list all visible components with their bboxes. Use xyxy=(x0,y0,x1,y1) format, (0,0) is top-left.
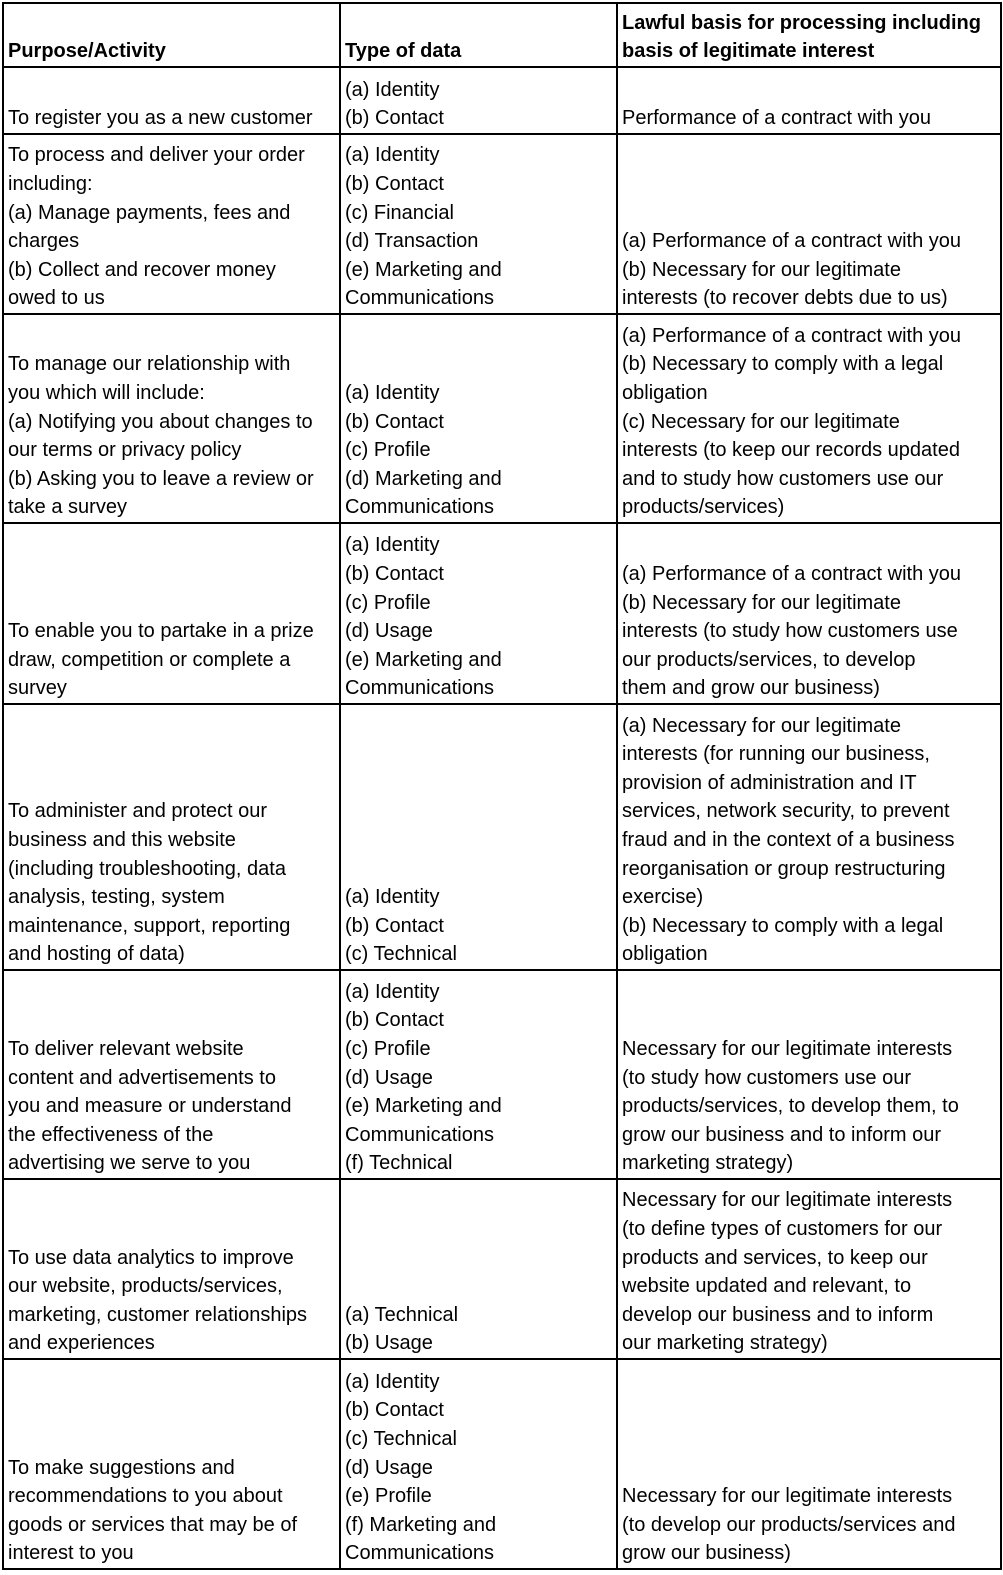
cell-line: (e) Marketing and xyxy=(345,258,502,281)
header-purpose xyxy=(3,3,340,67)
cell-line: (c) Profile xyxy=(345,439,431,462)
cell-line: (a) Identity xyxy=(345,980,440,1003)
cell-purpose xyxy=(3,314,340,523)
cell-line: (to define types of customers for our xyxy=(622,1218,943,1241)
cell-line: products/services) xyxy=(622,496,785,519)
cell-line: obligation xyxy=(622,382,708,405)
cell-line: Communications xyxy=(345,287,494,310)
cell-line: our products/services, to develop xyxy=(622,648,916,671)
cell-line: (a) Identity xyxy=(345,144,440,167)
cell-line: To process and deliver your order xyxy=(8,144,305,167)
cell-lawful-basis xyxy=(617,1359,1001,1569)
cell-line: (c) Necessary for our legitimate xyxy=(622,410,900,433)
cell-line: obligation xyxy=(622,943,708,966)
cell-line: (d) Usage xyxy=(345,1066,433,1089)
cell-line: (to study how customers use our xyxy=(622,1066,912,1089)
cell-line: (d) Transaction xyxy=(345,230,479,253)
cell-line: fraud and in the context of a business xyxy=(622,829,955,852)
cell-line: Communications xyxy=(345,496,494,519)
cell-line: (b) Asking you to leave a review or xyxy=(8,467,314,490)
header-type-of-data xyxy=(340,3,617,67)
cell-line: marketing strategy) xyxy=(622,1152,794,1175)
cell-line: (including troubleshooting, data xyxy=(8,857,286,880)
cell-purpose xyxy=(3,1359,340,1569)
cell-line: Necessary for our legitimate interests xyxy=(622,1485,953,1508)
cell-purpose xyxy=(3,134,340,314)
cell-line: (c) Profile xyxy=(345,591,431,614)
table-row xyxy=(3,1359,1001,1569)
cell-line: (b) Contact xyxy=(345,1399,444,1422)
cell-line: (c) Technical xyxy=(345,1428,457,1451)
cell-line: you and measure or understand xyxy=(8,1095,292,1118)
cell-line: Necessary for our legitimate interests xyxy=(622,1038,953,1061)
cell-line: maintenance, support, reporting xyxy=(8,914,291,937)
cell-line: (d) Marketing and xyxy=(345,467,502,490)
cell-line: To deliver relevant website xyxy=(8,1038,244,1061)
cell-line: (a) Identity xyxy=(345,382,440,405)
cell-line: products and services, to keep our xyxy=(622,1246,928,1269)
cell-type-of-data xyxy=(340,314,617,523)
cell-line: To make suggestions and xyxy=(8,1456,235,1479)
cell-lawful-basis xyxy=(617,67,1001,134)
cell-line: grow our business) xyxy=(622,1542,791,1565)
cell-line: content and advertisements to xyxy=(8,1066,276,1089)
table-row xyxy=(3,704,1001,970)
table-body xyxy=(3,67,1001,1569)
cell-line: our marketing strategy) xyxy=(622,1332,828,1355)
table-row xyxy=(3,970,1001,1179)
cell-purpose xyxy=(3,970,340,1179)
cell-line: (b) Usage xyxy=(345,1332,433,1355)
cell-lawful-basis xyxy=(617,970,1001,1179)
table-row xyxy=(3,314,1001,523)
cell-type-of-data xyxy=(340,523,617,704)
cell-line: To register you as a new customer xyxy=(8,107,313,130)
cell-line: (b) Contact xyxy=(345,563,444,586)
cell-line: (a) Identity xyxy=(345,78,440,101)
cell-line: interests (to recover debts due to us) xyxy=(622,287,948,310)
cell-line: take a survey xyxy=(8,496,127,519)
cell-line: To administer and protect our xyxy=(8,800,268,823)
cell-purpose xyxy=(3,67,340,134)
cell-line: (b) Contact xyxy=(345,914,444,937)
cell-line: provision of administration and IT xyxy=(622,771,917,794)
cell-line: (b) Necessary to comply with a legal xyxy=(622,353,944,376)
cell-line: Necessary for our legitimate interests xyxy=(622,1189,953,1212)
cell-lawful-basis xyxy=(617,704,1001,970)
header-lawful-basis xyxy=(617,3,1001,67)
cell-line: (b) Contact xyxy=(345,1009,444,1032)
cell-lawful-basis xyxy=(617,134,1001,314)
cell-line: you which will include: xyxy=(8,382,205,405)
cell-line: interest to you xyxy=(8,1542,134,1565)
cell-line: advertising we serve to you xyxy=(8,1152,251,1175)
cell-line: interests (to study how customers use xyxy=(622,620,958,643)
table-row xyxy=(3,134,1001,314)
cell-type-of-data xyxy=(340,1359,617,1569)
cell-line: (to develop our products/services and xyxy=(622,1513,956,1536)
cell-line: analysis, testing, system xyxy=(8,886,225,909)
cell-line: interests (for running our business, xyxy=(622,743,930,766)
cell-line: (c) Financial xyxy=(345,201,454,224)
cell-line: (a) Identity xyxy=(345,886,440,909)
header-row xyxy=(3,3,1001,67)
lawful-basis-table xyxy=(2,2,1002,1570)
cell-line: (b) Contact xyxy=(345,410,444,433)
cell-line: (c) Technical xyxy=(345,943,457,966)
cell-line: goods or services that may be of xyxy=(8,1513,298,1536)
cell-line: grow our business and to inform our xyxy=(622,1123,942,1146)
cell-line: (b) Collect and recover money xyxy=(8,258,276,281)
cell-line: To use data analytics to improve xyxy=(8,1246,294,1269)
cell-line: develop our business and to inform xyxy=(622,1303,934,1326)
cell-line: (e) Marketing and xyxy=(345,648,502,671)
cell-type-of-data xyxy=(340,704,617,970)
cell-purpose xyxy=(3,704,340,970)
cell-line: survey xyxy=(8,677,67,700)
cell-line: (a) Performance of a contract with you xyxy=(622,563,962,586)
cell-line: (a) Identity xyxy=(345,1370,440,1393)
table-row xyxy=(3,1179,1001,1359)
cell-line: Communications xyxy=(345,1123,494,1146)
table-row xyxy=(3,67,1001,134)
cell-line: (a) Necessary for our legitimate xyxy=(622,714,901,737)
cell-line: our website, products/services, xyxy=(8,1275,283,1298)
cell-line: website updated and relevant, to xyxy=(622,1275,912,1298)
cell-line: (a) Manage payments, fees and xyxy=(8,201,291,224)
cell-lawful-basis xyxy=(617,523,1001,704)
cell-line: and hosting of data) xyxy=(8,943,185,966)
cell-line: exercise) xyxy=(622,886,704,909)
cell-line: them and grow our business) xyxy=(622,677,880,700)
cell-lawful-basis xyxy=(617,314,1001,523)
cell-line: (a) Notifying you about changes to xyxy=(8,410,313,433)
cell-purpose xyxy=(3,523,340,704)
cell-line: draw, competition or complete a xyxy=(8,648,291,671)
cell-line: (f) Marketing and xyxy=(345,1513,497,1536)
cell-line: (a) Technical xyxy=(345,1303,459,1326)
cell-type-of-data xyxy=(340,1179,617,1359)
cell-line: charges xyxy=(8,230,80,253)
cell-line: reorganisation or group restructuring xyxy=(622,857,946,880)
cell-type-of-data xyxy=(340,67,617,134)
cell-line: recommendations to you about xyxy=(8,1485,283,1508)
cell-line: To manage our relationship with xyxy=(8,353,291,376)
cell-line: Communications xyxy=(345,1542,494,1565)
cell-line: the effectiveness of the xyxy=(8,1123,214,1146)
cell-line: (b) Contact xyxy=(345,107,444,130)
cell-line: services, network security, to prevent xyxy=(622,800,950,823)
cell-line: and to study how customers use our xyxy=(622,467,944,490)
cell-line: (d) Usage xyxy=(345,1456,433,1479)
header-lawful-basis-line: basis of legitimate interest xyxy=(622,40,875,63)
cell-line: business and this website xyxy=(8,829,236,852)
cell-line: (e) Marketing and xyxy=(345,1095,502,1118)
cell-line: owed to us xyxy=(8,287,105,310)
cell-line: (e) Profile xyxy=(345,1485,432,1508)
cell-line: (b) Necessary for our legitimate xyxy=(622,591,901,614)
cell-line: (b) Contact xyxy=(345,173,444,196)
cell-line: Communications xyxy=(345,677,494,700)
cell-line: (c) Profile xyxy=(345,1038,431,1061)
header-lawful-basis-line: Lawful basis for processing including xyxy=(622,11,981,34)
header-purpose-text: Purpose/Activity xyxy=(8,40,166,63)
cell-line: (f) Technical xyxy=(345,1152,453,1175)
cell-line: (b) Necessary to comply with a legal xyxy=(622,914,944,937)
cell-type-of-data xyxy=(340,970,617,1179)
cell-lawful-basis xyxy=(617,1179,1001,1359)
cell-line: interests (to keep our records updated xyxy=(622,439,960,462)
cell-line: Performance of a contract with you xyxy=(622,107,932,130)
cell-line: (d) Usage xyxy=(345,620,433,643)
header-type-of-data-text: Type of data xyxy=(345,40,462,63)
cell-line: (a) Performance of a contract with you xyxy=(622,230,962,253)
cell-line: including: xyxy=(8,173,93,196)
cell-line: To enable you to partake in a prize xyxy=(8,620,314,643)
cell-line: marketing, customer relationships xyxy=(8,1303,308,1326)
cell-line: and experiences xyxy=(8,1332,155,1355)
table-row xyxy=(3,523,1001,704)
cell-type-of-data xyxy=(340,134,617,314)
cell-line: products/services, to develop them, to xyxy=(622,1095,959,1118)
cell-line: (b) Necessary for our legitimate xyxy=(622,258,901,281)
cell-line: (a) Identity xyxy=(345,534,440,557)
cell-line: (a) Performance of a contract with you xyxy=(622,324,962,347)
cell-line: our terms or privacy policy xyxy=(8,439,242,462)
cell-purpose xyxy=(3,1179,340,1359)
